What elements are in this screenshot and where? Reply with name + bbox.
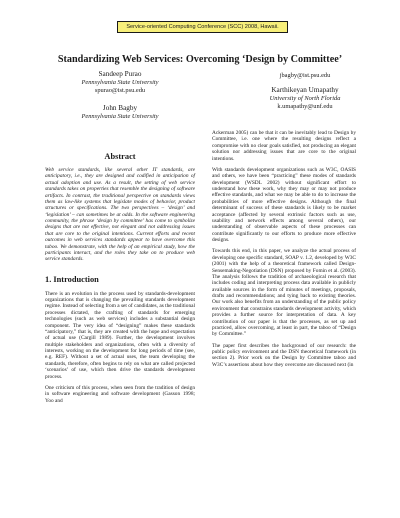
right-column [212,130,356,368]
abstract-heading: Abstract [104,152,136,161]
author-block-purao [45,70,195,94]
author-name: Sandeep Purao [98,70,142,78]
author-affiliation: Pennsylvania State University [81,79,159,86]
body-paragraph: The paper first describes the background of our research: the public policy environment and the DSN theoretical framework (in section 2). Prior work on the Design by Committee taboo and W3C’s assertions about how they overcome are discussed next (in [212,342,356,368]
author-email: spurao@ist.psu.edu [94,86,146,94]
author-email: k.umapathy@unf.edu [277,102,333,110]
author-block-bagby [45,104,195,121]
paper-title: Standardizing Web Services: Overcoming ‘Design by Committee’ [57,54,343,65]
author-name: Karthikeyan Umapathy [271,86,339,94]
author-email: jbagby@ist.psu.edu [279,72,331,79]
body-paragraph: Ackerman 2005) can be that it can be inevitably lead to Design by Committee, i.e. one where the resulting designs reflect a compromise with no clear goals satisfied, not producing an elegant solution nor addressing issues that are core to the original intentions. [212,130,356,162]
author-affiliation: University of North Florida [269,95,341,102]
intro-paragraph: One criticism of this process, when seen from the tradition of design in software engineering and software development (Gasson 1998; Yoo and [45,384,195,404]
conference-banner: Service-oriented Computing Conference (SCC) 2008, Hawaii. [117,21,288,33]
author-affiliation: Pennsylvania State University [81,113,159,120]
body-paragraph: Towards this end, in this paper, we analyze the actual process of developing one specific standard, SOAP v. 1.2, developed by W3C (2001) with the help of a theoretical framework called Design-Sensemaking-Negotiation (DSN) proposed by Fomin et al. (2003). The analysis follows the tradition of archaeological research that includes coding and interpreting process data available in publicly available sources in the form of minutes of meetings, proposals, drafts and recommendations; and tying back to existing theories. Our work also benefits from an understanding of the public policy environment that constrains standards development activity, which provides a further source for interpretation of data. A key contribution of our paper is that the processes, as set up and practiced, allow overcoming, at least in part, the taboo of “Design by Committee.” [212,248,356,338]
introduction-heading: 1. Introduction [45,274,99,284]
body-paragraph: With standards development organizations such as W3C, OASIS and others, we have been “practicing” these modes of standards development (WSDL 2002) without significant effort to understand how these work, why they may or may not produce effective standards, and what we may be able to do to increase the probabilities of more effective designs. Although the final determinant of success of these standards is likely to be market acceptance (affected by several extrinsic factors such as use, usability and network effects among several others), our understanding of observable aspects of these processes can contribute significantly to our efforts to produce more effective designs. [212,166,356,243]
author-block-email [250,72,360,80]
abstract-text: Web service standards, like several other IT standards, are anticipatory, i.e., they are designed and codified in anticipation of actual adoption and use. As a result, the setting of web service standards takes on properties that resemble the designing of software artifacts. In contrast, the traditional perspective on standards views them as law-like systems that legislate modes of behavior, product structures or specifications. The two perspectives – ‘design’ and ‘legislation’ – can sometimes be at odds. In the software engineering community, the phrase ‘design by committee’ has come to symbolize designs that are not effective, not elegant and not addressing issues that are core to the original intentions. Current efforts and recent outcomes in web services standards appear to have overcome this taboo. We demonstrate, with the help of an empirical study, how the participants interact, and the roles they take on to produce web service standards. [45,167,195,263]
author-name: John Bagby [102,104,138,112]
intro-paragraph: There is an evolution in the process used by standards-development organizations that is changing the prevailing standards development regime. Instead of selecting from a set of candidates, as the traditional processes dictated, the crafting of standards for emerging technologies (such as web services) includes a substantial design component. The very idea of “designing” makes these standards “anticipatory,” that is, they are created with the hope and expectation of actual use (Cargill 1989). Further, the development involves multiple stakeholders and organizations, often with a diversity of interests, working on the development for long periods of time (see, e.g. REF). Without a set of actual uses, the team developing the standards, therefore, often begins to rely on what are called projected ‘scenarios’ of use, which then drive the standards development process. [45,290,195,380]
left-column [45,152,195,404]
author-block-umapathy [250,86,360,110]
